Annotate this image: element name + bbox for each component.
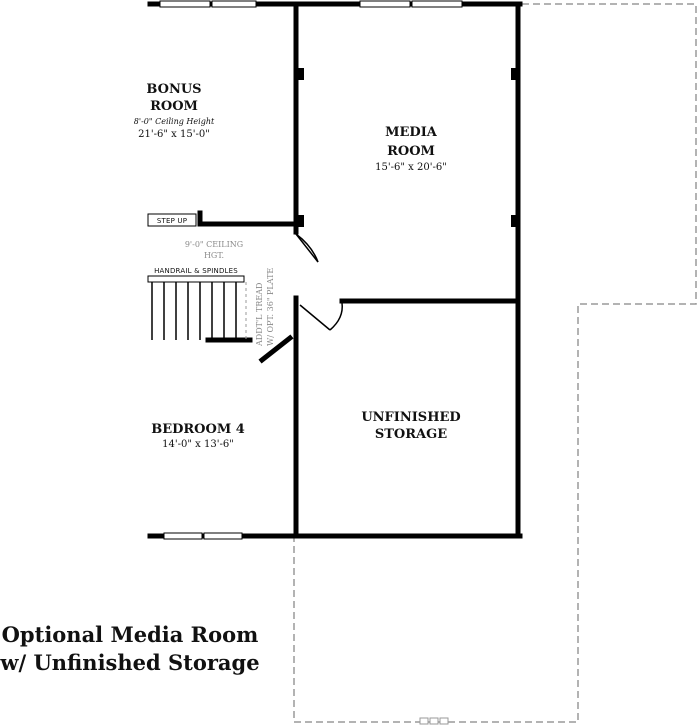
tread-note-line2: W/ OPT. 36" PLATE xyxy=(266,267,275,346)
media-room-door xyxy=(296,234,318,262)
bonus-room-dims: 21'-6" x 15'-0" xyxy=(138,129,210,140)
bottom-window-marks xyxy=(420,718,448,724)
storage-label xyxy=(361,410,460,442)
media-room-dims: 15'-6" x 20'-6" xyxy=(375,162,447,173)
stair xyxy=(148,276,246,342)
step-up-label: STEP UP xyxy=(156,217,188,225)
bonus-room-label xyxy=(134,82,215,140)
storage-door xyxy=(300,303,342,330)
plan-title xyxy=(0,622,260,675)
bedroom-4-name: BEDROOM 4 xyxy=(151,422,245,437)
bonus-room-name-2: ROOM xyxy=(150,99,198,114)
bedroom-4-dims: 14'-0" x 13'-6" xyxy=(162,439,234,450)
handrail-label: HANDRAIL & SPINDLES xyxy=(154,267,238,275)
ceiling-note-line2: HGT. xyxy=(203,251,225,260)
media-room-name-2: ROOM xyxy=(387,144,435,159)
tread-note-line1: ADDT'L TREAD xyxy=(255,282,264,346)
dashed-outline xyxy=(294,4,696,722)
bonus-room-ceiling-note: 8'-0" Ceiling Height xyxy=(133,117,215,126)
ceiling-note-line1: 9'-0" CEILING xyxy=(184,240,244,249)
step-up-marker xyxy=(148,214,196,226)
ceiling-note xyxy=(185,240,243,260)
storage-name-2: STORAGE xyxy=(374,427,448,442)
plan-title-line1: Optional Media Room xyxy=(1,622,259,647)
media-room-name-1: MEDIA xyxy=(385,125,437,140)
bedroom-4-label xyxy=(151,422,245,450)
plan-title-line2: w/ Unfinished Storage xyxy=(0,650,260,675)
tread-note xyxy=(255,268,275,347)
storage-name-1: UNFINISHED xyxy=(361,410,461,425)
bonus-room-name-1: BONUS xyxy=(146,82,202,97)
media-room-label xyxy=(375,125,447,173)
